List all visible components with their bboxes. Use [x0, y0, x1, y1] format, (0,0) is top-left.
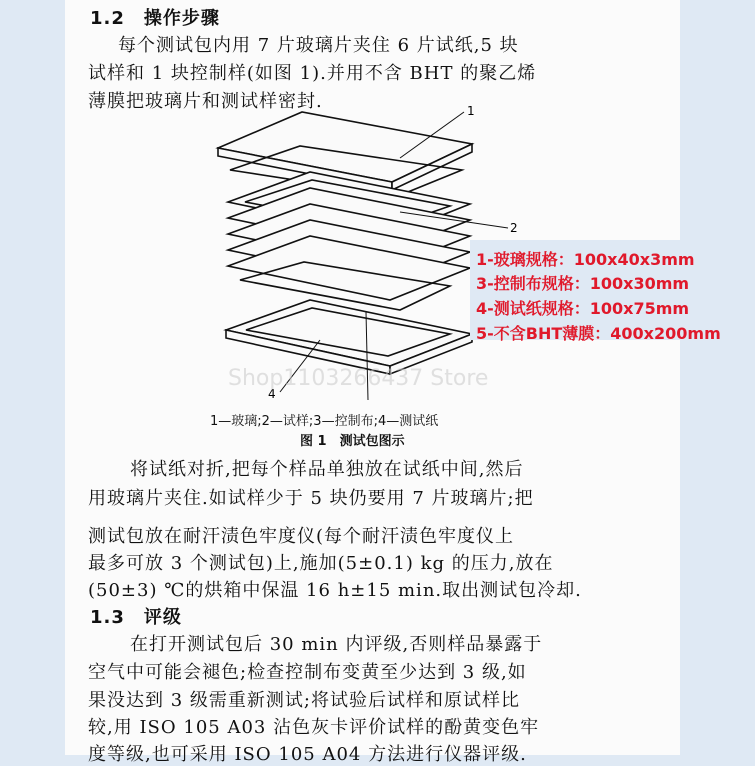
spec-test-paper: 4-测试纸规格：100x75mm	[476, 299, 690, 318]
paragraph-line: 空气中可能会褪色;检查控制布变黄至少达到 3 级,如	[88, 662, 527, 683]
callout-1: 1	[467, 104, 475, 118]
store-watermark: Shop1103266437 Store	[228, 366, 489, 391]
paragraph-line: 将试纸对折,把每个样品单独放在试纸中间,然后	[130, 459, 524, 480]
paragraph-line: 在打开测试包后 30 min 内评级,否则样品暴露于	[130, 634, 543, 655]
paragraph-line: (50±3) ℃的烘箱中保温 16 h±15 min.取出测试包冷却.	[88, 580, 582, 601]
callout-2: 2	[510, 221, 518, 235]
paragraph-line: 每个测试包内用 7 片玻璃片夹住 6 片试纸,5 块	[118, 35, 519, 56]
spec-glass: 1-玻璃规格：100x40x3mm	[476, 250, 695, 269]
paragraph-line: 果没达到 3 级需重新测试;将试验后试样和原试样比	[88, 690, 520, 711]
figure-key: 1—玻璃;2—试样;3—控制布;4—测试纸	[210, 414, 439, 429]
paragraph-line: 测试包放在耐汗渍色牢度仪(每个耐汗渍色牢度仪上	[88, 526, 515, 547]
section-1-2-heading: 1.2 操作步骤	[90, 8, 220, 29]
callout-4: 4	[268, 387, 276, 400]
paragraph-line: 度等级,也可采用 ISO 105 A04 方法进行仪器评级.	[88, 744, 527, 765]
spec-control-fabric: 3-控制布规格：100x30mm	[476, 274, 690, 293]
spec-film: 5-不含BHT薄膜：400x200mm	[476, 324, 721, 343]
figure-caption: 图 1 测试包图示	[300, 434, 405, 449]
paragraph-line: 薄膜把玻璃片和测试样密封.	[88, 91, 323, 112]
section-1-3-heading: 1.3 评级	[90, 607, 182, 628]
paragraph-line: 最多可放 3 个测试包)上,施加(5±0.1) kg 的压力,放在	[88, 553, 554, 574]
paragraph-line: 试样和 1 块控制样(如图 1).并用不含 BHT 的聚乙烯	[88, 63, 537, 84]
paragraph-line: 用玻璃片夹住.如试样少于 5 块仍要用 7 片玻璃片;把	[88, 488, 534, 509]
paragraph-line: 较,用 ISO 105 A03 沾色灰卡评价试样的酚黄变色牢	[88, 717, 540, 738]
glass-plate-top	[218, 112, 472, 182]
